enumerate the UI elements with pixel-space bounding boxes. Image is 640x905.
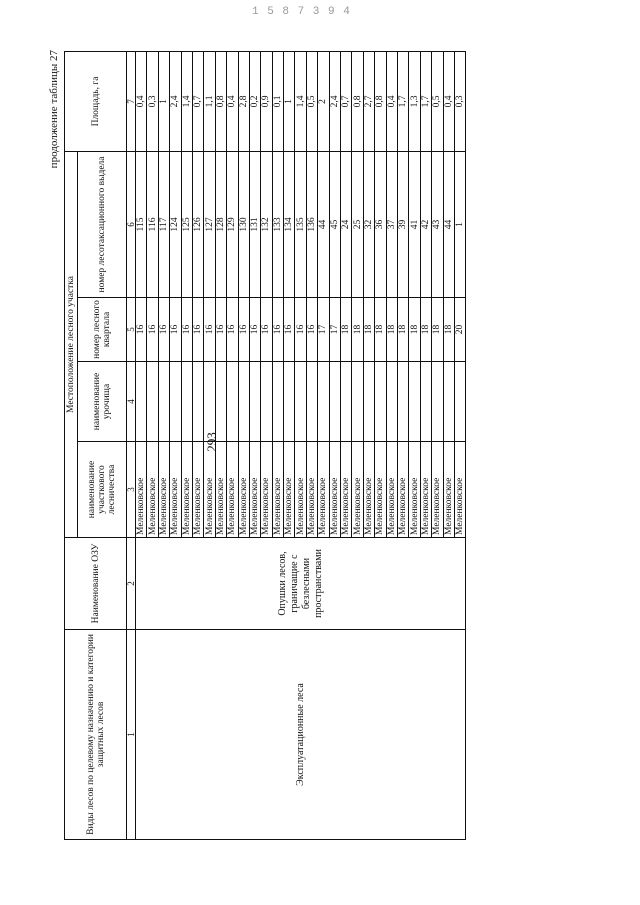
lesnichestvo-cell: Меленковское [147,442,158,538]
column-number: 4 [127,362,136,442]
column-number: 7 [127,51,136,151]
urochishche-cell [352,362,363,442]
area-cell: 0,4 [443,51,454,151]
kvartal-cell: 18 [420,298,431,362]
urochishche-cell [363,362,374,442]
area-cell: 0,9 [261,51,272,151]
area-cell: 0,4 [386,51,397,151]
vydel-cell: 116 [147,151,158,297]
urochishche-cell [409,362,420,442]
lesnichestvo-cell: Меленковское [158,442,169,538]
lesnichestvo-cell: Меленковское [341,442,352,538]
vydel-cell: 44 [443,151,454,297]
area-cell: 0,2 [249,51,260,151]
urochishche-cell [249,362,260,442]
lesnichestvo-cell: Меленковское [204,442,215,538]
urochishche-cell [136,362,147,442]
urochishche-cell [284,362,295,442]
area-cell: 0,4 [136,51,147,151]
area-cell: 0,5 [432,51,443,151]
lesnichestvo-cell: Меленковское [215,442,226,538]
urochishche-cell [261,362,272,442]
urochishche-cell [375,362,386,442]
kvartal-cell: 18 [352,298,363,362]
kvartal-cell: 16 [284,298,295,362]
lesnichestvo-cell: Меленковское [375,442,386,538]
area-cell: 2,7 [363,51,374,151]
vydel-cell: 41 [409,151,420,297]
urochishche-cell [295,362,306,442]
vydel-cell: 126 [192,151,203,297]
header-urochishche: наименование урочища [78,362,127,442]
vydel-cell: 129 [227,151,238,297]
lesnichestvo-cell: Меленковское [272,442,283,538]
vydel-cell: 37 [386,151,397,297]
vydel-cell: 130 [238,151,249,297]
lesnichestvo-cell: Меленковское [318,442,329,538]
urochishche-cell [386,362,397,442]
page-number: 293 [203,432,219,452]
vydel-cell: 128 [215,151,226,297]
kvartal-cell: 16 [204,298,215,362]
area-cell: 2,4 [170,51,181,151]
urochishche-cell [341,362,352,442]
kvartal-cell: 18 [341,298,352,362]
column-number: 5 [127,298,136,362]
lesnichestvo-cell: Меленковское [306,442,317,538]
lesnichestvo-cell: Меленковское [443,442,454,538]
lesnichestvo-cell: Меленковское [238,442,249,538]
column-number: 1 [127,630,136,840]
kvartal-cell: 16 [261,298,272,362]
lesnichestvo-cell: Меленковское [432,442,443,538]
kvartal-cell: 18 [375,298,386,362]
kvartal-cell: 18 [363,298,374,362]
vydel-cell: 43 [432,151,443,297]
table-body [136,51,466,839]
urochishche-cell [158,362,169,442]
vydel-cell: 134 [284,151,295,297]
lesnichestvo-cell: Меленковское [261,442,272,538]
area-cell: 0,8 [352,51,363,151]
lesnichestvo-cell: Меленковское [397,442,408,538]
urochishche-cell [306,362,317,442]
vydel-cell: 39 [397,151,408,297]
lesnichestvo-cell: Меленковское [363,442,374,538]
header-kvartal: номер лесного квартала [78,298,127,362]
kvartal-cell: 16 [181,298,192,362]
vydel-cell: 1 [454,151,465,297]
area-cell: 0,7 [341,51,352,151]
urochishche-cell [420,362,431,442]
area-cell: 1,1 [204,51,215,151]
kvartal-cell: 20 [454,298,465,362]
kvartal-cell: 18 [443,298,454,362]
lesnichestvo-cell: Меленковское [170,442,181,538]
kvartal-cell: 18 [386,298,397,362]
lesnichestvo-cell: Меленковское [420,442,431,538]
kvartal-cell: 18 [397,298,408,362]
vydel-cell: 135 [295,151,306,297]
kvartal-cell: 16 [215,298,226,362]
urochishche-cell [181,362,192,442]
vydel-cell: 32 [363,151,374,297]
archive-stamp: 1 5 8 7 3 9 4 [252,6,351,18]
area-cell: 0,5 [306,51,317,151]
area-cell: 1 [158,51,169,151]
urochishche-cell [204,362,215,442]
urochishche-cell [432,362,443,442]
urochishche-cell [238,362,249,442]
column-number: 6 [127,151,136,297]
area-cell: 1 [284,51,295,151]
area-cell: 0,3 [147,51,158,151]
vydel-cell: 36 [375,151,386,297]
vydel-cell: 45 [329,151,340,297]
table-row [136,51,147,839]
kvartal-cell: 16 [295,298,306,362]
protected-forest-table [64,51,466,840]
kvartal-cell: 16 [272,298,283,362]
lesnichestvo-cell: Меленковское [284,442,295,538]
lesnichestvo-cell: Меленковское [409,442,420,538]
urochishche-cell [272,362,283,442]
urochishche-cell [227,362,238,442]
area-cell: 1,7 [397,51,408,151]
area-cell: 2,8 [238,51,249,151]
urochishche-cell [443,362,454,442]
kvartal-cell: 16 [238,298,249,362]
urochishche-cell [329,362,340,442]
vydel-cell: 44 [318,151,329,297]
lesnichestvo-cell: Меленковское [352,442,363,538]
area-cell: 1,3 [409,51,420,151]
area-cell: 0,8 [215,51,226,151]
lesnichestvo-cell: Меленковское [295,442,306,538]
column-number: 3 [127,442,136,538]
area-cell: 1,4 [295,51,306,151]
area-cell: 0,7 [192,51,203,151]
lesnichestvo-cell: Меленковское [181,442,192,538]
vydel-cell: 136 [306,151,317,297]
kvartal-cell: 18 [409,298,420,362]
area-cell: 2 [318,51,329,151]
area-cell: 0,8 [375,51,386,151]
vydel-cell: 125 [181,151,192,297]
kvartal-cell: 16 [136,298,147,362]
urochishche-cell [318,362,329,442]
kvartal-cell: 16 [192,298,203,362]
area-cell: 0,3 [454,51,465,151]
header-lesnichestvo: наименование участкового лесничества [78,442,127,538]
area-cell: 1,4 [181,51,192,151]
urochishche-cell [170,362,181,442]
area-cell: 1,7 [420,51,431,151]
vydel-cell: 25 [352,151,363,297]
header-location-group: Местоположение лесного участка [65,151,78,537]
kvartal-cell: 16 [158,298,169,362]
kvartal-cell: 16 [249,298,260,362]
kvartal-cell: 16 [147,298,158,362]
header-vydel: номер лесотаксационного выдела [78,151,127,297]
vydel-cell: 42 [420,151,431,297]
vydel-cell: 132 [261,151,272,297]
vydel-cell: 115 [136,151,147,297]
lesnichestvo-cell: Меленковское [454,442,465,538]
kvartal-cell: 16 [227,298,238,362]
kvartal-cell: 16 [170,298,181,362]
urochishche-cell [147,362,158,442]
header-area: Площадь, га [65,51,127,151]
urochishche-cell [454,362,465,442]
lesnichestvo-cell: Меленковское [386,442,397,538]
urochishche-cell [397,362,408,442]
kvartal-cell: 17 [318,298,329,362]
urochishche-cell [192,362,203,442]
vydel-cell: 124 [170,151,181,297]
lesnichestvo-cell: Меленковское [227,442,238,538]
lesnichestvo-cell: Меленковское [249,442,260,538]
column-number: 2 [127,538,136,630]
lesnichestvo-cell: Меленковское [192,442,203,538]
rotated-table-sheet [40,50,600,840]
area-cell: 2,4 [329,51,340,151]
lesnichestvo-cell: Меленковское [329,442,340,538]
urochishche-cell [215,362,226,442]
vydel-cell: 24 [341,151,352,297]
table-continuation-caption: продолжение таблицы 27 [48,50,60,169]
kvartal-cell: 18 [432,298,443,362]
area-cell: 0,4 [227,51,238,151]
vydel-cell: 127 [204,151,215,297]
forest-type-cell: Эксплуатационные леса [136,630,466,840]
vydel-cell: 117 [158,151,169,297]
kvartal-cell: 17 [329,298,340,362]
header-ozu-name: Наименование ОЗУ [65,538,127,630]
header-forest-type: Виды лесов по целевому назначению и категории защитных лесов [65,630,127,840]
vydel-cell: 131 [249,151,260,297]
area-cell: 0,1 [272,51,283,151]
kvartal-cell: 16 [306,298,317,362]
vydel-cell: 133 [272,151,283,297]
ozu-name-cell: Опушки лесов, граничащие с безлесными пространствами [136,538,466,630]
lesnichestvo-cell: Меленковское [136,442,147,538]
